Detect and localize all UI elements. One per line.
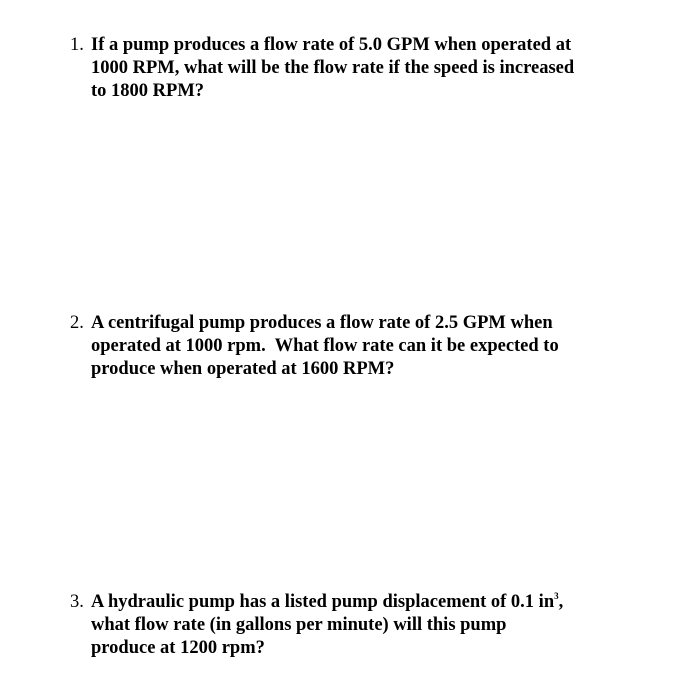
question-2-text-1: A centrifugal pump produces a flow rate of 2.5 GPM when xyxy=(91,313,553,333)
question-2-line-1 xyxy=(70,312,630,335)
question-1-line-2: 1000 RPM, what will be the flow rate if the speed is increased xyxy=(91,58,575,78)
question-3-line-1 xyxy=(70,591,630,614)
question-3-line-2: what flow rate (in gallons per minute) will this pump xyxy=(91,615,507,635)
question-1-number: 1. xyxy=(70,35,84,55)
question-2-line-2: operated at 1000 rpm. What flow rate can it be expected to xyxy=(91,336,559,356)
question-2 xyxy=(70,312,630,381)
cubed-superscript: 3 xyxy=(554,591,559,601)
question-3-text-1-end: , xyxy=(558,592,564,612)
question-3-number: 3. xyxy=(70,592,84,612)
question-1 xyxy=(70,34,630,103)
question-3-line-3: produce at 1200 rpm? xyxy=(91,638,265,658)
question-2-line-3: produce when operated at 1600 RPM? xyxy=(91,359,395,379)
question-2-number: 2. xyxy=(70,313,84,333)
question-3-text-1: A hydraulic pump has a listed pump displacement of 0.1 in xyxy=(91,592,555,612)
question-1-line-3: to 1800 RPM? xyxy=(91,81,205,101)
question-3 xyxy=(70,591,630,660)
question-1-line-1 xyxy=(70,34,630,57)
question-1-text-1: If a pump produces a flow rate of 5.0 GPM when operated at xyxy=(91,35,572,55)
